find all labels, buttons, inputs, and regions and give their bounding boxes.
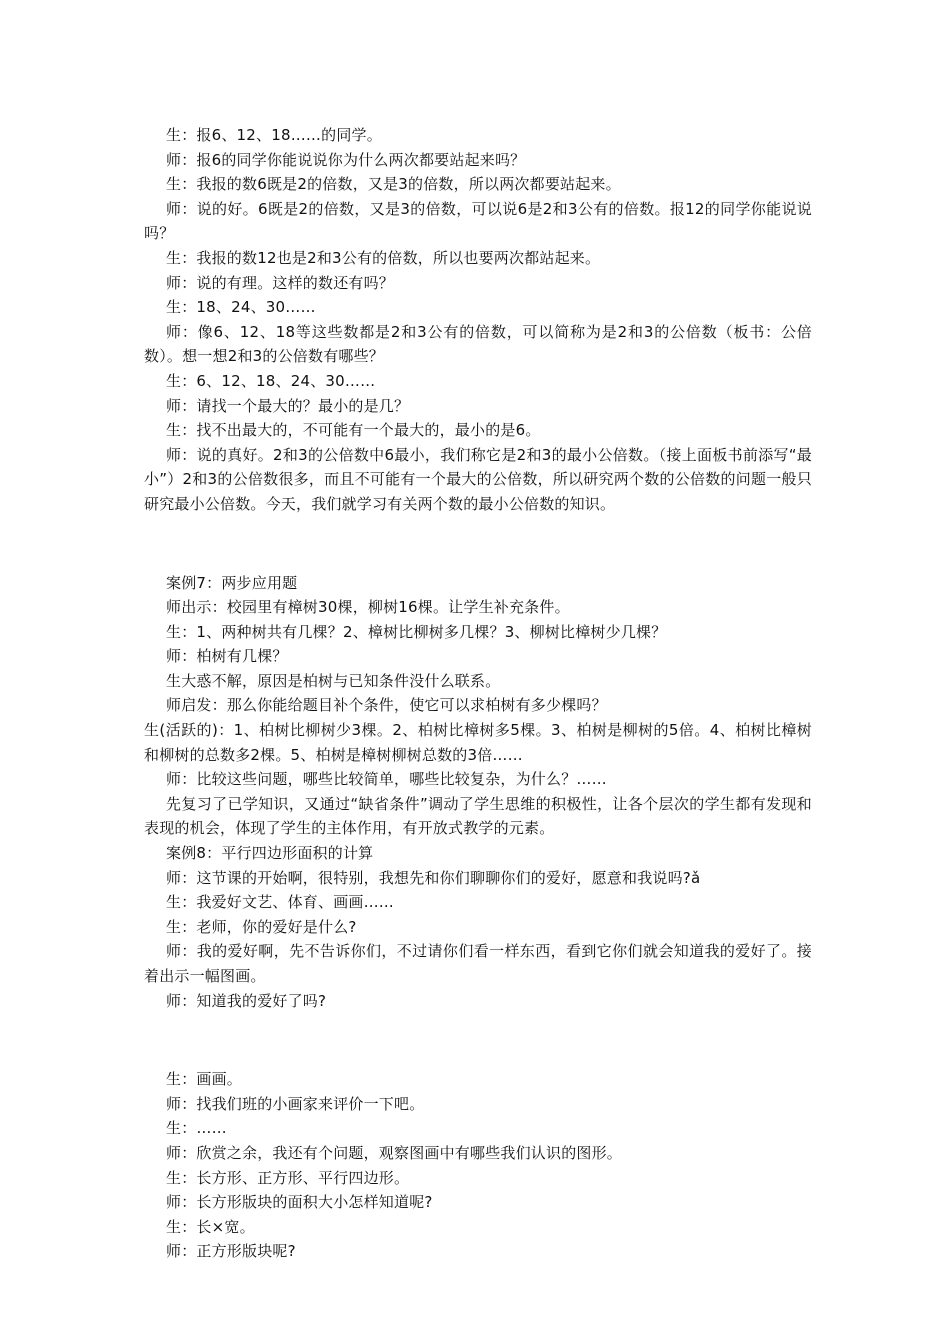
- paragraph: 师：找我们班的小画家来评价一下吧。: [166, 1094, 425, 1113]
- paragraph: 生：报6、12、18……的同学。: [166, 126, 382, 144]
- paragraph: 师：请找一个最大的？最小的是几？: [166, 396, 410, 415]
- paragraph: 生：我爱好文艺、体育、画画……: [166, 893, 395, 912]
- paragraph: 师：说的真好。2和3的公倍数中6最小，我们称它是2和3的最小公倍数。（接上面板书前添写“最小”）2和3的公倍数很多，而且不可能有一个最大的公倍数，所以研究两个数的公倍数的问题一般只研究最小公倍数。今天，我们就学习有关两个数的最小公倍数的知识。: [144, 445, 812, 513]
- paragraph: 生：我报的数12也是2和3公有的倍数，所以也要两次都站起来。: [166, 248, 601, 267]
- paragraph: 生大惑不解，原因是柏树与已知条件没什么联系。: [166, 671, 501, 690]
- paragraph: 案例7：两步应用题: [166, 573, 298, 592]
- paragraph: 师：柏树有几棵？: [166, 647, 288, 666]
- paragraph: 生：我报的数6既是2的倍数，又是3的倍数，所以两次都要站起来。: [166, 175, 621, 194]
- blank-line: [144, 532, 812, 556]
- paragraph: 师：长方形版块的面积大小怎样知道呢?: [166, 1193, 433, 1212]
- paragraph: 先复习了已学知识，又通过“缺省条件”调动了学生思维的积极性，让各个层次的学生都有发现和表现的机会，体现了学生的主体作用，有开放式教学的元素。: [144, 794, 812, 838]
- paragraph: 师：比较这些问题，哪些比较简单，哪些比较复杂，为什么？……: [166, 770, 607, 789]
- paragraph: 案例8：平行四边形面积的计算: [166, 844, 374, 863]
- paragraph: 生：18、24、30……: [166, 298, 316, 317]
- paragraph: 师：说的好。6既是2的倍数，又是3的倍数，可以说6是2和3公有的倍数。报12的同学你能说说吗？: [144, 199, 812, 243]
- paragraph: 生：画画。: [166, 1070, 243, 1089]
- paragraph: 师：正方形版块呢?: [166, 1242, 296, 1261]
- paragraph: 生：长方形、正方形、平行四边形。: [166, 1168, 410, 1187]
- paragraph: 师：知道我的爱好了吗?: [166, 991, 327, 1010]
- paragraph: 师启发：那么你能给题目补个条件，使它可以求柏树有多少棵吗？: [166, 696, 607, 715]
- paragraph: 生：找不出最大的，不可能有一个最大的，最小的是6。: [166, 421, 541, 440]
- paragraph: 生：……: [166, 1119, 227, 1138]
- blank-line: [144, 1028, 812, 1052]
- paragraph: 生(活跃的)：1、柏树比柳树少3棵。2、柏树比樟树多5棵。3、柏树是柳树的5倍。4、柏树比樟树和柳树的总数多2棵。5、柏树是樟树柳树总数的3倍……: [144, 721, 812, 764]
- document-page: [144, 123, 812, 1264]
- paragraph: 生：老师，你的爱好是什么?: [166, 917, 357, 936]
- paragraph: 师：报6的同学你能说说你为什么两次都要站起来吗？: [166, 150, 526, 169]
- paragraph: 师出示：校园里有樟树30棵，柳树16棵。让学生补充条件。: [166, 598, 570, 617]
- paragraph: 生：1、两种树共有几棵？2、樟树比柳树多几棵？3、柳树比樟树少几棵？: [166, 622, 667, 641]
- paragraph: 生：6、12、18、24、30……: [166, 371, 376, 390]
- paragraph: 生：长×宽。: [166, 1217, 255, 1236]
- paragraph: 师：这节课的开始啊，很特别，我想先和你们聊聊你们的爱好，愿意和我说吗?ǎ: [166, 868, 701, 887]
- paragraph: 师：像6、12、18等这些数都是2和3公有的倍数，可以简称为是2和3的公倍数（板书：公倍数）。想一想2和3的公倍数有哪些？: [144, 322, 812, 366]
- paragraph: 师：欣赏之余，我还有个问题，观察图画中有哪些我们认识的图形。: [166, 1143, 623, 1162]
- paragraph: 师：我的爱好啊，先不告诉你们，不过请你们看一样东西，看到它你们就会知道我的爱好了。接着出示一幅图画。: [144, 942, 812, 985]
- paragraph: 师：说的有理。这样的数还有吗？: [166, 273, 395, 292]
